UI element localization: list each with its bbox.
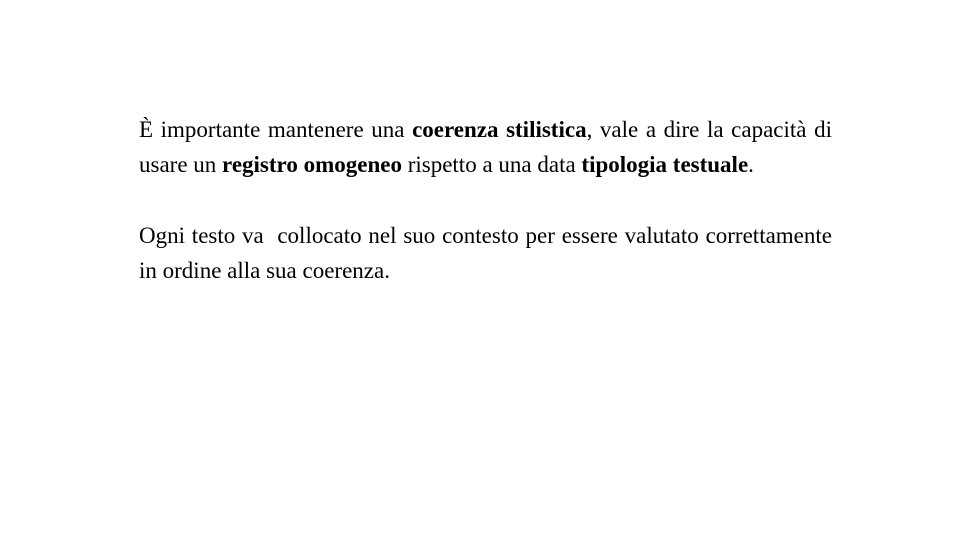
paragraph-1-text-4: . xyxy=(748,152,754,177)
paragraph-1-text-2: , vale a dire la capacità di usare un xyxy=(139,117,832,177)
paragraph-2-text: Ogni testo va collocato nel suo contesto per essere valutato correttamente in ordine alla sua coerenza. xyxy=(139,223,838,283)
paragraph-coerenza-stilistica xyxy=(139,112,832,182)
bold-coerenza-stilistica: coerenza stilistica xyxy=(412,117,587,142)
bold-tipologia-testuale: tipologia testuale xyxy=(581,152,749,177)
paragraph-contesto xyxy=(139,218,838,288)
paragraph-1-text-1: È importante mantenere una xyxy=(139,117,413,142)
bold-registro-omogeneo: registro omogeneo xyxy=(222,152,402,177)
slide-body xyxy=(139,112,838,288)
paragraph-1-text-3: rispetto a una data xyxy=(401,152,582,177)
